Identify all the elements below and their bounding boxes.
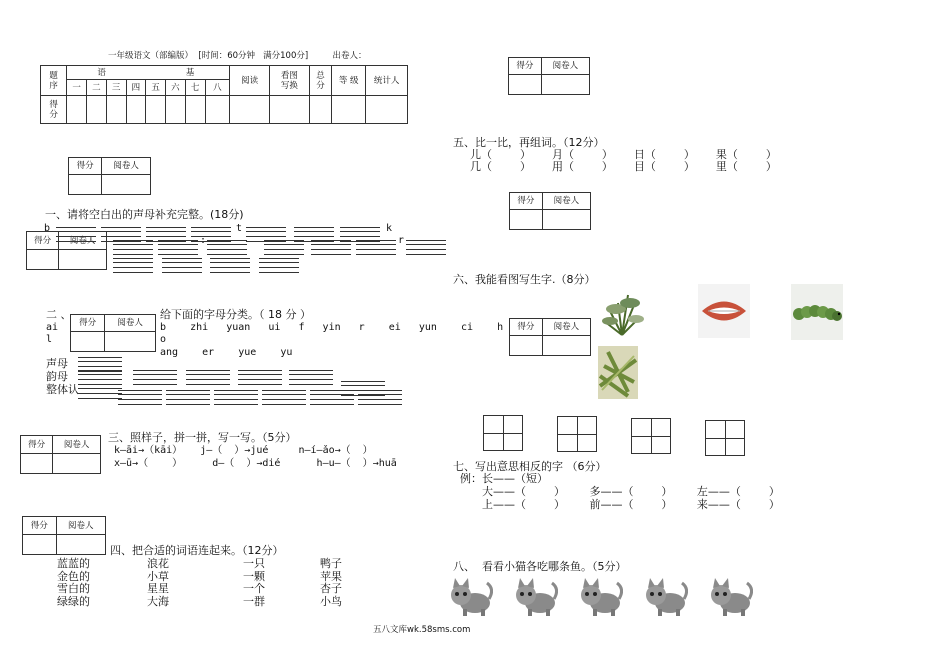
score-box-label: 阅卷人 [59,232,107,250]
table-header: 一 [67,80,87,96]
table-cell[interactable] [332,96,366,124]
word[interactable]: 蓝蓝的 [57,557,90,570]
label-shengmu: 声母 [46,357,68,370]
score-cell[interactable] [102,175,151,195]
table-cell[interactable] [185,96,205,124]
word[interactable]: 鸭子 [320,557,342,570]
score-cell[interactable] [510,210,543,230]
table-header: 四 [126,80,146,96]
bamboo-picture [598,346,638,399]
score-table [40,65,408,124]
table-header: 等 级 [332,66,366,96]
table-header: 二 [87,80,107,96]
writing-line[interactable] [214,390,258,405]
score-box [509,318,591,356]
writing-line[interactable] [166,390,210,405]
table-cell[interactable] [205,96,230,124]
score-box-label: 得分 [509,58,542,75]
writing-line[interactable] [186,370,230,385]
table-cell[interactable] [230,96,270,124]
score-cell[interactable] [541,75,589,95]
score-cell[interactable] [56,535,105,555]
word[interactable]: 小鸟 [320,595,342,608]
score-cell[interactable] [53,454,101,474]
table-header: 序 [49,80,58,91]
compare-row-1: 儿（ ） 月（ ） 日（ ） 果（ ） [470,148,777,161]
writing-line[interactable] [158,240,198,255]
writing-line[interactable] [133,370,177,385]
word[interactable]: 雪白的 [57,582,90,595]
score-cell[interactable] [59,250,107,270]
question-1-title: 一、请将空白出的声母补充完整。(18分) [45,208,244,221]
table-cell[interactable] [166,96,186,124]
table-cell[interactable] [269,96,309,124]
compare-row-2: 几（ ） 用（ ） 目（ ） 里（ ） [470,160,777,173]
writing-line[interactable] [78,370,122,385]
word[interactable]: 杏子 [320,582,342,595]
pinyin-row-1: k—āi→（kāi） j—（ ）→jué n—í—ǎo→（ ） [114,445,373,456]
cat-icon[interactable] [577,575,623,617]
score-cell[interactable] [105,332,156,352]
table-cell[interactable] [309,96,331,124]
question-3-title: 三、照样子，拼一拼，写一写。（5分） [108,431,297,444]
pinyin-row-2: x—ū→（ ） d—（ ）→dié h—u—（ ）→huā [114,458,397,469]
writing-line[interactable] [264,240,304,255]
writing-line[interactable] [406,240,446,255]
writing-line[interactable] [310,390,354,405]
score-box-label: 阅卷人 [105,315,156,332]
letters-line-1: b zhi yuan ui f yin r ei yun ci h [160,322,504,333]
table-cell[interactable] [366,96,408,124]
writing-line[interactable] [56,227,96,242]
score-box-label: 阅卷人 [56,517,105,535]
letters-line-3: ang er yue yu [160,347,293,358]
score-box-label: 阅卷人 [541,58,589,75]
score-box [70,314,156,352]
tian-grid[interactable] [631,418,671,454]
antonym-row-2: 上——（ ） 前——（ ） 来——（ ） [482,498,780,511]
writing-line[interactable] [210,258,250,273]
score-box [68,157,151,195]
table-cell[interactable] [67,96,87,124]
score-box-label: 阅卷人 [542,193,590,210]
plant-picture [598,285,646,341]
score-box-label: 得分 [71,315,105,332]
table-header: 得 [49,99,58,110]
writing-line[interactable] [358,390,402,405]
question-7-title: 七、写出意思相反的字 （6分） [453,460,607,473]
table-header: 五 [146,80,166,96]
footer-watermark: 五八文库wk.58sms.com [373,625,471,635]
question-6-title: 六、我能看图写生字.（8分） [453,273,596,286]
table-header: 三 [106,80,126,96]
cat-icon[interactable] [512,575,558,617]
score-box [508,57,590,95]
writing-line[interactable] [259,258,299,273]
table-header: 写换 [280,80,298,91]
word[interactable]: 浪花 [147,557,169,570]
score-box-label: 阅卷人 [53,436,101,454]
table-header: 八 [205,80,230,96]
score-cell[interactable] [23,535,57,555]
word[interactable]: 一颗 [243,570,265,583]
mouth-picture [698,284,750,338]
writing-line[interactable] [78,384,122,399]
word[interactable]: 一只 [243,557,265,570]
letters-left: ai [46,322,59,333]
letter-r: r [398,235,405,246]
writing-line[interactable] [262,390,306,405]
word[interactable]: 一个 [243,582,265,595]
question-2-title-b: 给下面的字母分类。（ 18 分 ） [160,308,311,321]
score-box [509,192,591,230]
letter-k: k [386,223,393,234]
writing-line[interactable] [356,240,396,255]
table-header: 阅读 [230,66,270,96]
score-cell[interactable] [69,175,102,195]
cat-icon[interactable] [642,575,688,617]
caterpillar-picture [791,284,843,340]
table-cell[interactable] [146,96,166,124]
label-yunmu: 韵母 [46,370,68,383]
question-2-title-a: 二 、 [46,308,72,321]
table-cell[interactable] [87,96,107,124]
table-header: 题 [49,70,58,81]
tian-grid[interactable] [705,420,745,456]
table-cell[interactable] [126,96,146,124]
score-cell[interactable] [510,336,543,356]
tian-grid[interactable] [557,416,597,452]
score-cell[interactable] [21,454,53,474]
score-box [20,435,101,474]
score-box-label: 得分 [23,517,57,535]
table-cell[interactable] [106,96,126,124]
letter-t: t [236,223,243,234]
score-cell[interactable] [542,210,590,230]
tian-grid[interactable] [483,415,523,451]
table-header: 总 [316,70,325,81]
cat-icon[interactable] [707,575,753,617]
table-header: 分 [316,80,325,91]
score-cell[interactable] [27,250,59,270]
writing-line[interactable] [311,240,351,255]
writing-line[interactable] [289,370,333,385]
writing-line[interactable] [113,258,153,273]
antonym-row-1: 大——（ ） 多——（ ） 左——（ ） [482,485,780,498]
score-cell[interactable] [542,336,590,356]
score-cell[interactable] [71,332,105,352]
score-cell[interactable] [509,75,542,95]
cat-icon[interactable] [447,575,493,617]
antonym-example: 例：长——（短） [460,472,548,485]
page-title: 一年级语文（部编版） [时间：60分钟 满分100分] 出卷人： [108,51,367,61]
writing-line[interactable] [162,258,202,273]
word[interactable]: 绿绿的 [57,595,90,608]
label-zhengti: 整体认 [46,383,79,396]
word[interactable]: 星星 [147,582,169,595]
table-header: 语 [97,67,106,78]
score-box-label: 得分 [510,193,543,210]
table-header: 基 [185,67,195,78]
score-box [22,516,106,555]
letter-b: b [44,223,51,234]
word[interactable]: 金色的 [57,570,90,583]
table-header: 七 [185,80,205,96]
writing-line[interactable] [238,370,282,385]
writing-line[interactable] [207,240,247,255]
table-header: 统计人 [366,66,408,96]
score-box-label: 阅卷人 [542,319,590,336]
score-box-label: 得分 [27,232,59,250]
writing-line[interactable] [113,240,153,255]
score-box-label: 得分 [510,319,543,336]
score-box-label: 得分 [69,158,102,175]
table-header: 六 [166,80,186,96]
writing-line[interactable] [118,390,162,405]
question-8-title: 八、 看看小猫各吃哪条鱼。（5分） [453,560,627,573]
table-header: 分 [49,109,58,120]
question-5-title: 五、比一比，再组词。（12分） [453,136,605,149]
table-header: 看图 [280,70,298,81]
score-box-label: 阅卷人 [102,158,151,175]
word[interactable]: 小草 [147,570,169,583]
score-box-label: 得分 [21,436,53,454]
word[interactable]: 苹果 [320,570,342,583]
letter-colon: : [200,235,207,246]
question-4-title: 四、把合适的词语连起来。（12分） [110,544,284,557]
letters-left: l [46,334,53,345]
word[interactable]: 一群 [243,595,265,608]
letters-line-2: o [160,334,167,345]
word[interactable]: 大海 [147,595,169,608]
